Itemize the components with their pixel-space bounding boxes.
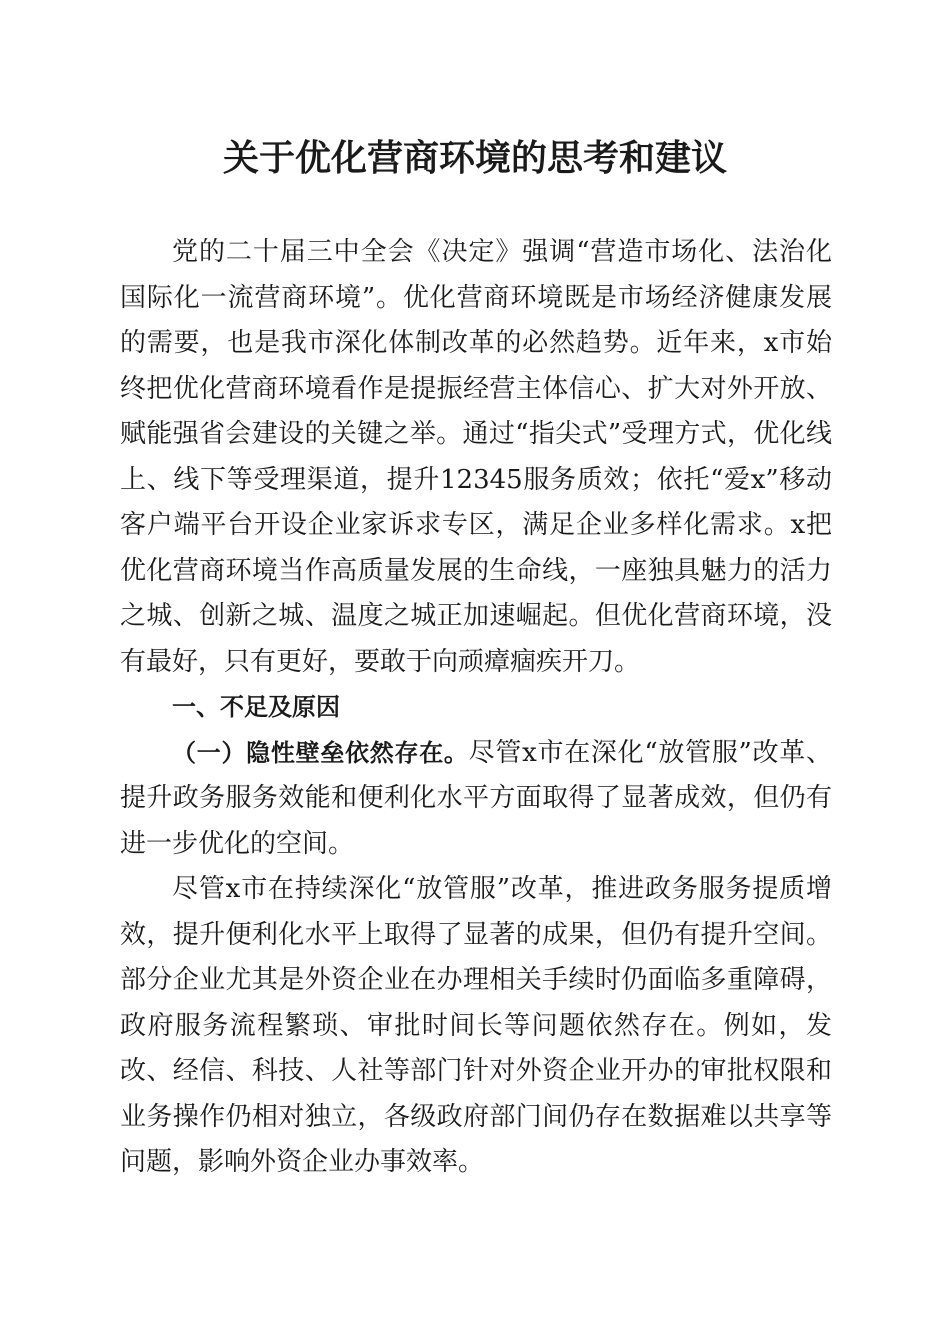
subsection-paragraph: [120, 731, 832, 868]
section-heading: 一、不足及原因: [172, 693, 340, 721]
subsection-label: （一）隐性壁垒依然存在。: [172, 738, 469, 767]
subsection-text: 尽管x市在深化“放管服”改革、提升政务服务效能和便利化水平方面取得了显著成效，但仍有进一步优化的空间。: [120, 737, 832, 859]
document-body: [120, 230, 832, 1186]
body-paragraph-2: 尽管x市在持续深化“放管服”改革，推进政务服务提质增效，提升便利化水平上取得了显著的成果，但仍有提升空间。部分企业尤其是外资企业在办理相关手续时仍面临多重障碍，政府服务流程繁琐、审批时间长等问题依然存在。例如，发改、经信、科技、人社等部门针对外资企业开办的审批权限和业务操作仍相对独立，各级政府部门间仍存在数据难以共享等问题，影响外资企业办事效率。: [120, 874, 832, 1177]
intro-paragraph: 党的二十届三中全会《决定》强调“营造市场化、法治化国际化一流营商环境”。优化营商环境既是市场经济健康发展的需要，也是我市深化体制改革的必然趋势。近年来，x市始终把优化营商环境看作是提振经营主体信心、扩大对外开放、赋能强省会建设的关键之举。通过“指尖式”受理方式，优化线上、线下等受理渠道，提升12345服务质效；依托“爱x”移动客户端平台开设企业家诉求专区，满足企业多样化需求。x把优化营商环境当作高质量发展的生命线，一座独具魅力的活力之城、创新之城、温度之城正加速崛起。但优化营商环境，没有最好，只有更好，要敢于向顽瘴痼疾开刀。: [120, 237, 832, 677]
document-title: 关于优化营商环境的思考和建议: [222, 137, 727, 179]
